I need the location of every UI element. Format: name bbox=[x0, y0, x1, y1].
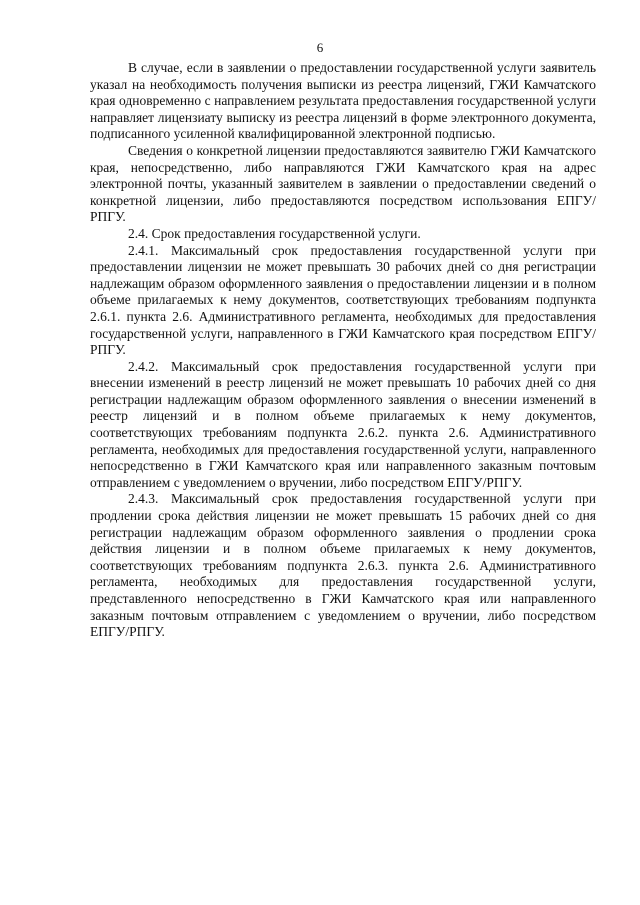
paragraph-2-4-1: 2.4.1. Максимальный срок предоставления государственной услуги при предоставлении лицензии не может превышать 30 рабочих дней со дня регистрации надлежащим образом оформленного заявления о предоставлении лицензии и в полном объеме прилагаемых к нему документов, соответствующих требованиям подпункта 2.6.1. пункта 2.6. Административного регламента, необходимых для предоставления государственной услуги, направленного в ГЖИ Камчатского края посредством ЕПГУ/РПГУ. bbox=[90, 242, 596, 358]
document-body bbox=[90, 60, 596, 641]
paragraph-2-4-2: 2.4.2. Максимальный срок предоставления государственной услуги при внесении изменений в реестр лицензий не может превышать 10 рабочих дней со дня регистрации надлежащим образом оформленного заявления о внесении изменений в реестр лицензий и в полном объеме прилагаемых к нему документов, соответствующих требованиям подпункта 2.6.2. пункта 2.6. Административного регламента, необходимых для предоставления государственной услуги, направленного непосредственно в ГЖИ Камчатского края или направленного заказным почтовым отправлением с уведомлением о вручении, либо посредством ЕПГУ/РПГУ. bbox=[90, 358, 596, 490]
page-number: 6 bbox=[316, 40, 324, 55]
paragraph-license-info-delivery: Сведения о конкретной лицензии предоставляются заявителю ГЖИ Камчатского края, непосредственно, либо направляются ГЖИ Камчатского края на адрес электронной почты, указанный заявителем в заявлении о предоставлении сведений о конкретной лицензии, либо предоставляются посредством использования ЕПГУ/ РПГУ. bbox=[90, 142, 596, 225]
paragraph-2-4-3: 2.4.3. Максимальный срок предоставления государственной услуги при продлении срока действия лицензии не может превышать 15 рабочих дней со дня регистрации надлежащим образом оформленного заявления о продлении срока действия лицензии и в полном объеме прилагаемых к нему документов, соответствующих требованиям подпункта 2.6.3. пункта 2.6. Административного регламента, необходимых для предоставления государственной услуги, представленного непосредственно в ГЖИ Камчатского края или направленного заказным почтовым отправлением с уведомлением о вручении, либо посредством ЕПГУ/РПГУ. bbox=[90, 491, 596, 640]
section-heading-2-4: 2.4. Срок предоставления государственной услуги. bbox=[128, 225, 421, 241]
paragraph-extract-notice: В случае, если в заявлении о предоставлении государственной услуги заявитель указал на необходимость получения выписки из реестра лицензий, ГЖИ Камчатского края одновременно с направлением результата предоставления государственной услуги направляет лицензиату выписку из реестра лицензий в форме электронного документа, подписанного усиленной квалифицированной электронной подписью. bbox=[90, 60, 596, 142]
